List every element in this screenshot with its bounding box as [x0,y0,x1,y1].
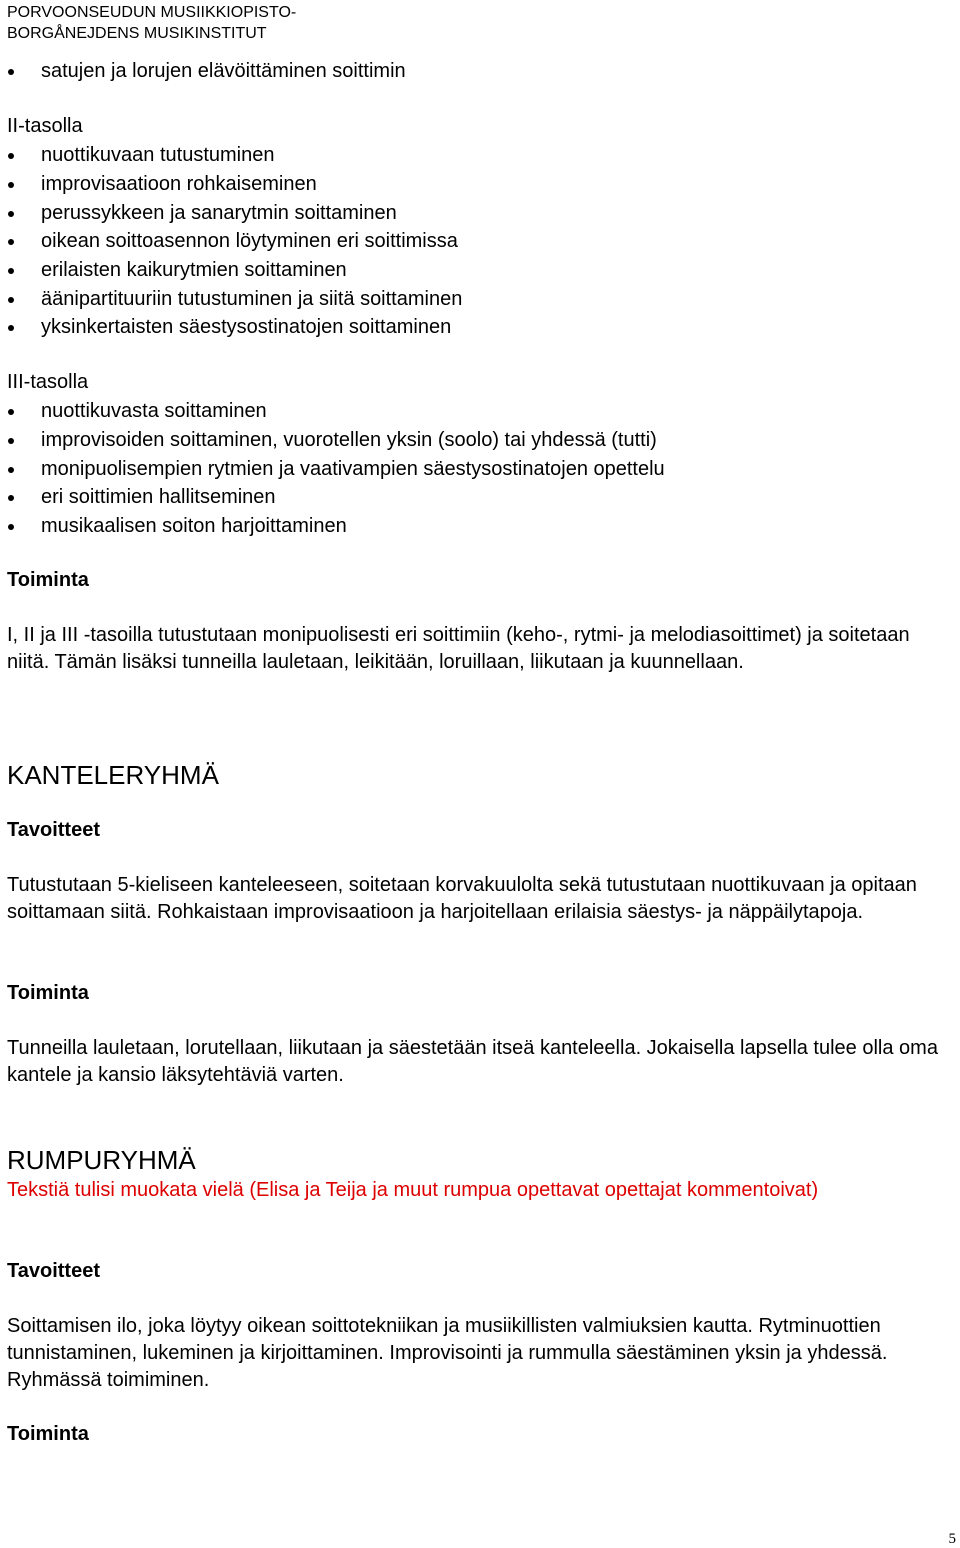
institution-name-sv: BORGÅNEJDENS MUSIKINSTITUT [7,25,267,42]
bullet-icon [8,438,14,444]
bullet-icon [8,153,14,159]
toiminta-heading: Toiminta [7,1423,89,1445]
tavoitteet-paragraph: Tutustutaan 5-kieliseen kanteleeseen, soitetaan korvakuulolta sekä tutustutaan nuottikuvaan ja opitaan soittamaan siitä. Rohkaistaan improvisaatioon ja harjoitellaan erilaisia säestys- ja näppäilytapoja. [7,874,917,923]
page-number: 5 [948,1531,956,1547]
bullet-icon [8,182,14,188]
bullet-icon [8,211,14,217]
section-title-kantele: KANTELERYHMÄ [7,760,219,790]
institution-name-fi: PORVOONSEUDUN MUSIIKKIOPISTO- [7,4,297,21]
bullet-icon [8,524,14,530]
bullet-icon [8,467,14,473]
bullet-icon [8,325,14,331]
toiminta-heading: Toiminta [7,569,89,591]
section-title-rumpu: RUMPURYHMÄ [7,1145,196,1175]
toiminta-paragraph: Tunneilla lauletaan, lorutellaan, liikutaan ja säestetään itseä kanteleella. Jokaisella lapsella tulee olla oma kantele ja kansio läksytehtäviä varten. [7,1037,938,1086]
level2-heading: II-tasolla [7,115,83,137]
tavoitteet-heading: Tavoitteet [7,819,100,841]
document-page: PORVOONSEUDUN MUSIIKKIOPISTO- BORGÅNEJDENS MUSIKINSTITUT satujen ja lorujen elävöittäminen soittimin II-tasolla nuottikuvaan tutustuminen improvisaatioon rohkaiseminen perussykkeen ja sanarytmin soittaminen oikean soittoasennon löytyminen eri soittimissa erilaisten kaikurytmien soittaminen äänipartituuriin tutustuminen ja siitä soittaminen yksinkertaisten säestysostinatojen soittaminen III-tasolla nuottikuvasta soittaminen improvisoiden soittaminen, vuorotellen yksin (soolo) tai yhdessä (tutti) monipuolisempien rytmien ja vaativampien säestysostinatojen opettelu eri soittimien hallitseminen musikaalisen soiton harjoittaminen Toiminta I, II ja III -tasoilla tutustutaan monipuolisesti eri soittimiin (keho-, rytmi- ja melodiasoittimet) ja soitetaan niitä. Tämän lisäksi tunneilla lauletaan, leikitään, loruillaan, liikutaan ja kuunnellaan. KANTELERYHMÄ Tavoitteet Tutustutaan 5-kieliseen kanteleeseen, soitetaan korvakuulolta sekä tutustutaan nuottikuvaan ja opitaan soittamaan siitä. Rohkaistaan improvisaatioon ja harjoitellaan erilaisia säestys- ja näppäilytapoja. Toiminta Tunneilla lauletaan, lorutellaan, liikutaan ja säestetään itseä kanteleella. Jokaisella lapsella tulee olla oma kantele ja kansio läksytehtäviä varten. RUMPURYHMÄ Tekstiä tulisi muokata vielä (Elisa ja Teija ja muut rumpua opettavat opettajat kommentoivat) Tavoitteet Soittamisen ilo, joka löytyy oikean soittotekniikan ja musiikillisten valmiuksien kautta. Rytminuottien tunnistaminen, lukeminen ja kirjoittaminen. Improvisointi ja rummulla säestäminen yksin ja yhdessä. Ryhmässä toimiminen. Toiminta 5 [7,4,956,1547]
bullet-icon [8,495,14,501]
institution-header [7,2,296,44]
bullet-icon [8,268,14,274]
level3-heading: III-tasolla [7,371,89,393]
bullet-icon [8,409,14,415]
bullet-icon [8,239,14,245]
tavoitteet-paragraph: Soittamisen ilo, joka löytyy oikean soittotekniikan ja musiikillisten valmiuksien kautta. Rytminuottien tunnistaminen, lukeminen ja kirjoittaminen. Improvisointi ja rummulla säestäminen yksin ja yhdessä. Ryhmässä toimiminen. [7,1315,888,1391]
tavoitteet-heading: Tavoitteet [7,1260,100,1282]
bullet-icon [8,69,14,75]
bullet-icon [8,297,14,303]
toiminta-heading: Toiminta [7,982,89,1004]
editor-note: Tekstiä tulisi muokata vielä (Elisa ja Teija ja muut rumpua opettavat opettajat kommentoivat) [7,1179,819,1201]
toiminta-paragraph: I, II ja III -tasoilla tutustutaan monipuolisesti eri soittimiin (keho-, rytmi- ja melodiasoittimet) ja soitetaan niitä. Tämän lisäksi tunneilla lauletaan, leikitään, loruillaan, liikutaan ja kuunnellaan. [7,624,910,673]
